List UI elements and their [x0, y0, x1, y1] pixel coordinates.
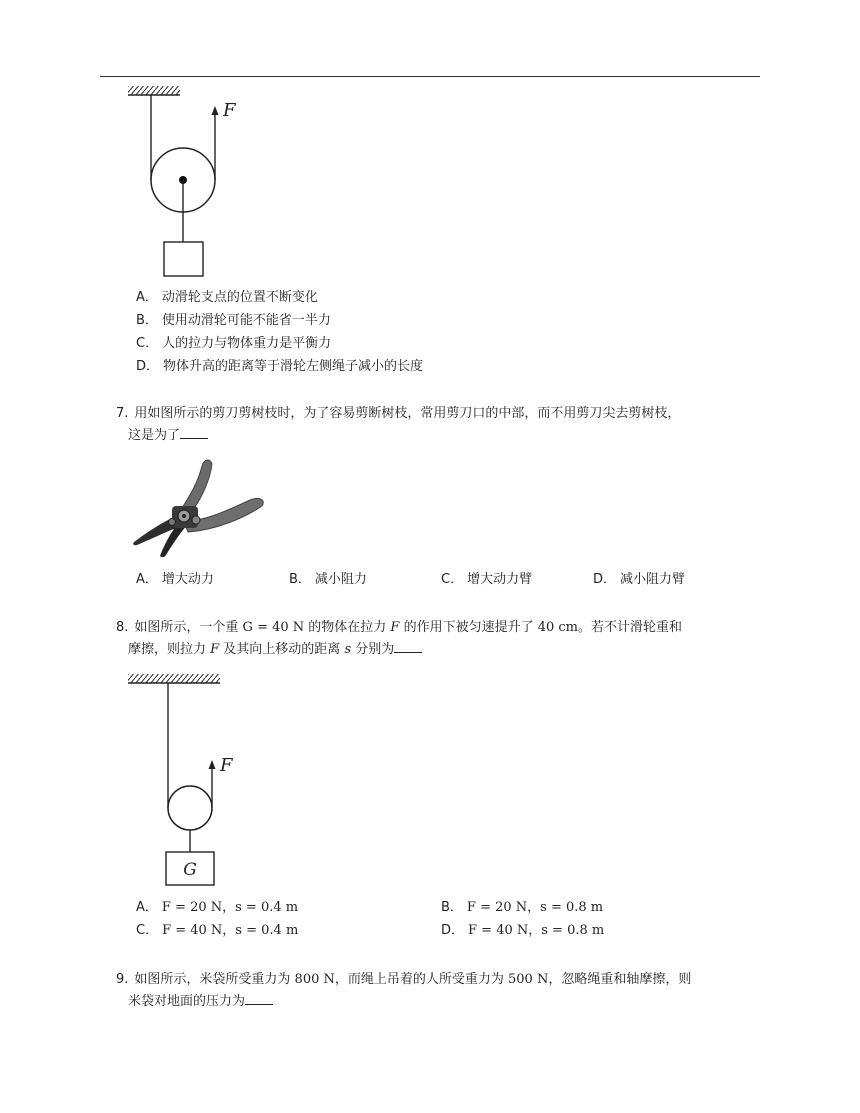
- force-label: F: [220, 755, 233, 776]
- q8-option-a[interactable]: A． F = 20 N，s = 0.4 m: [136, 900, 299, 915]
- q6-option-a[interactable]: A． 动滑轮支点的位置不断变化: [136, 290, 318, 305]
- q7-option-d[interactable]: D． 减小阻力臂: [593, 572, 686, 587]
- q7-option-c[interactable]: C． 增大动力臂: [441, 572, 533, 587]
- force-label: F: [223, 100, 236, 121]
- q6-option-c[interactable]: C． 人的拉力与物体重力是平衡力: [136, 336, 332, 351]
- weight-label: G: [183, 860, 197, 880]
- q8-question-text: 8. 如图所示，一个重 G = 40 N 的物体在拉力 F 的作用下被匀速提升了 40 cm。若不计滑轮重和 摩擦，则拉力 F 及其向上移动的距离 s 分别为: [116, 620, 683, 657]
- force-arrow-icon: [212, 106, 219, 115]
- q6-option-d[interactable]: D． 物体升高的距离等于滑轮左侧绳子减小的长度: [136, 359, 424, 374]
- q7-answer-blank[interactable]: [180, 426, 208, 439]
- q8-option-d[interactable]: D． F = 40 N，s = 0.8 m: [441, 923, 605, 938]
- q9-answer-blank[interactable]: [245, 992, 273, 1005]
- q8-answer-blank[interactable]: [394, 640, 422, 653]
- q6-option-b[interactable]: B． 使用动滑轮可能不能省一半力: [136, 313, 331, 328]
- q7-number: 7.: [116, 406, 129, 421]
- weight-block: [164, 242, 203, 276]
- pruning-shears-icon: [133, 460, 263, 557]
- q9-question-text: 9. 如图所示，米袋所受重力为 800 N，而绳上吊着的人所受重力为 500 N，忽略绳重和轴摩擦，则 米袋对地面的压力为: [116, 972, 692, 1009]
- q8-option-c[interactable]: C． F = 40 N，s = 0.4 m: [136, 923, 299, 938]
- q7-question-text: 7. 用如图所示的剪刀剪树枝时，为了容易剪断树枝，常用剪刀口的中部，而不用剪刀尖去剪树枝， 这是为了: [116, 406, 681, 443]
- force-arrow-icon: [209, 760, 216, 769]
- q8-number: 8.: [116, 620, 129, 635]
- pulley-wheel: [168, 786, 212, 830]
- q7-option-a[interactable]: A． 增大动力: [136, 572, 214, 587]
- header-rule: [100, 76, 760, 77]
- ceiling-hatch: [128, 674, 220, 683]
- q8-weight-value: G = 40 N: [242, 620, 305, 635]
- q7-option-b[interactable]: B． 减小阻力: [289, 572, 367, 587]
- q8-option-b[interactable]: B． F = 20 N，s = 0.8 m: [441, 900, 604, 915]
- q9-number: 9.: [116, 972, 129, 987]
- q8-pulley-figure: [120, 672, 250, 892]
- q7-shears-figure: [128, 456, 268, 560]
- q6-pulley-figure: [120, 84, 250, 284]
- ceiling-hatch: [128, 86, 180, 95]
